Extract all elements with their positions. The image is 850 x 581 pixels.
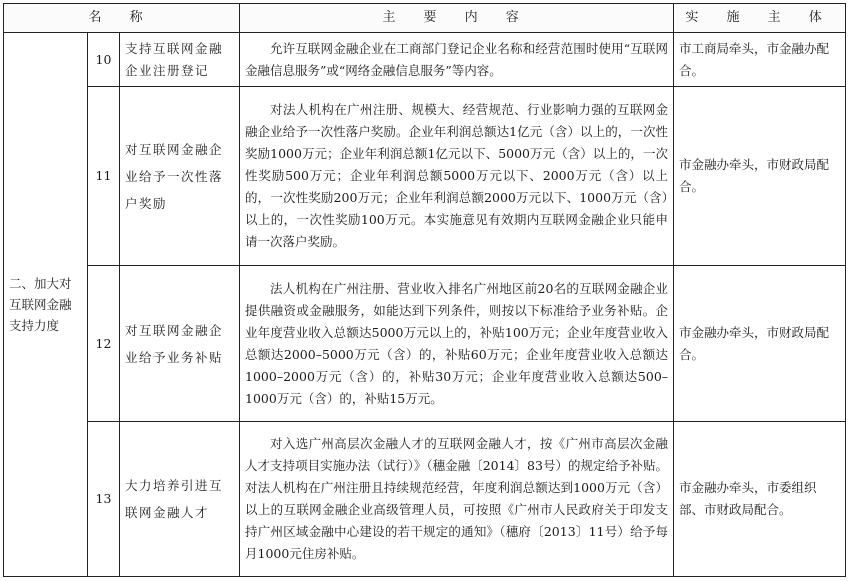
row-number: 10 [88,33,120,87]
table-row [4,87,846,266]
category-cell: 二、加大对互联网金融支持力度 [4,33,88,577]
table-header-row [4,4,846,33]
item-owner: 市工商局牵头，市金融办配合。 [674,33,846,87]
table-row [4,266,846,421]
item-owner: 市金融办牵头，市委组织部、市财政局配合。 [674,421,846,576]
item-content: 允许互联网金融企业在工商部门登记企业名称和经营范围时使用“互联网金融信息服务”或“网络金融信息服务”等内容。 [240,33,674,87]
row-number: 12 [88,266,120,421]
row-number: 11 [88,87,120,266]
item-name: 对互联网金融企业给予业务补贴 [120,266,240,421]
header-name: 名 称 [4,4,240,33]
item-owner: 市金融办牵头，市财政局配合。 [674,87,846,266]
item-owner: 市金融办牵头，市财政局配合。 [674,266,846,421]
item-name: 支持互联网金融企业注册登记 [120,33,240,87]
item-name: 大力培养引进互联网金融人才 [120,421,240,576]
row-number: 13 [88,421,120,576]
table-row [4,421,846,576]
header-owner: 实 施 主 体 [674,4,846,33]
policy-document [3,3,845,577]
table-row [4,33,846,87]
policy-table [3,3,846,577]
header-content: 主 要 内 容 [240,4,674,33]
item-content: 法人机构在广州注册、营业收入排名广州地区前20名的互联网金融企业提供融资或金融服务，如能达到下列条件，则按以下标准给予业务补贴。企业年度营业收入总额达5000万元以上的，补贴100万元；企业年度营业收入总额达2000–5000万元（含）的，补贴60万元；企业年度营业收入总额达1000–2000万元（含）的，补贴30万元；企业年度营业收入总额达500–1000万元（含）的，补贴15万元。 [240,266,674,421]
item-content: 对法人机构在广州注册、规模大、经营规范、行业影响力强的互联网金融企业给予一次性落户奖励。企业年利润总额达1亿元（含）以上的，一次性奖励1000万元；企业年利润总额1亿元以下、5000万元（含）以上的，一次性奖励500万元；企业年利润总额5000万元以下、2000万元（含）以上的，一次性奖励200万元；企业年利润总额2000万元以下、1000万元（含）以上的，一次性奖励100万元。本实施意见有效期内互联网金融企业只能申请一次落户奖励。 [240,87,674,266]
item-name: 对互联网金融企业给予一次性落户奖励 [120,87,240,266]
item-content: 对入选广州高层次金融人才的互联网金融人才，按《广州市高层次金融人才支持项目实施办法（试行）》（穗金融〔2014〕83号）的规定给予补贴。对法人机构在广州注册且持续规范经营，年度利润总额达到1000万元（含）以上的互联网金融企业高级管理人员，可按照《广州市人民政府关于印发支持广州区域金融中心建设的若干规定的通知》（穗府〔2013〕11号）给予每月1000元住房补贴。 [240,421,674,576]
